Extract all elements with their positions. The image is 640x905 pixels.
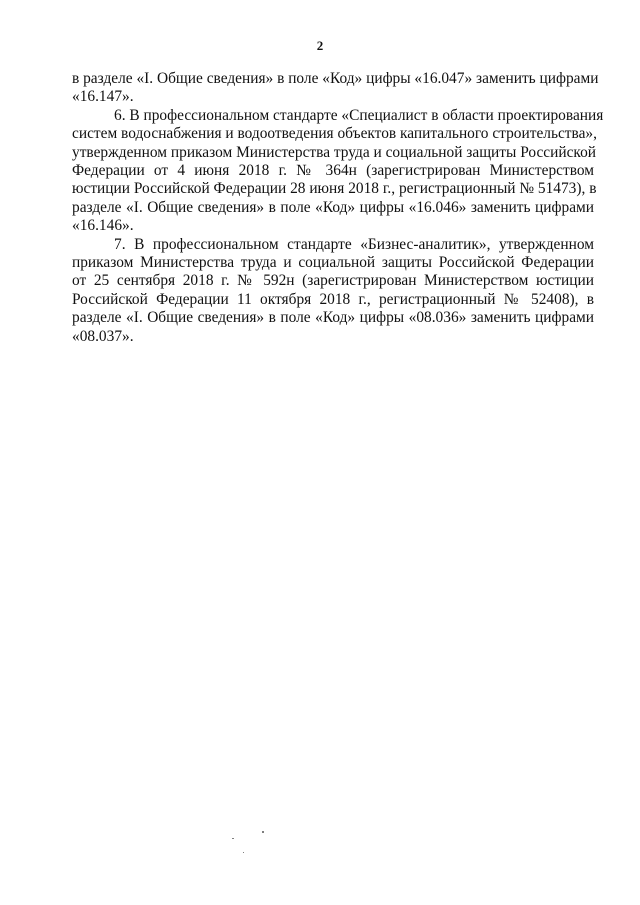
- paragraph-continuation: [72, 70, 599, 107]
- paragraph-item-7: [72, 236, 594, 346]
- scan-speck: [262, 831, 264, 833]
- document-body: [72, 70, 604, 346]
- page-number: 2: [316, 38, 324, 53]
- text-line: «16.147».: [72, 88, 134, 106]
- text-line: разделе «I. Общие сведения» в поле «Код» цифры «16.046» заменить цифрами: [72, 198, 594, 216]
- text-line: «08.037».: [72, 327, 134, 345]
- text-line: разделе «I. Общие сведения» в поле «Код» цифры «08.036» заменить цифрами: [72, 309, 594, 327]
- scan-speck: [243, 852, 244, 853]
- text-line: приказом Министерства труда и социальной защиты Российской Федерации: [72, 254, 594, 272]
- text-line: от 25 сентября 2018 г. № 592н (зарегистрирован Министерством юстиции: [72, 272, 594, 290]
- text-line: Российской Федерации 11 октября 2018 г., регистрационный № 52408), в: [72, 290, 594, 308]
- scan-speck: [232, 838, 234, 839]
- text-line: в разделе «I. Общие сведения» в поле «Код» цифры «16.047» заменить цифрами: [72, 70, 599, 87]
- paragraph-item-6: [72, 106, 604, 236]
- text-line: Федерации от 4 июня 2018 г. № 364н (зарегистрирован Министерством: [72, 162, 594, 180]
- text-line: утвержденном приказом Министерства труда и социальной защиты Российской: [72, 143, 597, 161]
- text-line: 7. В профессиональном стандарте «Бизнес-аналитик», утвержденном: [114, 235, 594, 253]
- text-line: юстиции Российской Федерации 28 июня 2018 г., регистрационный № 51473), в: [72, 180, 597, 198]
- text-line: 6. В профессиональном стандарте «Специалист в области проектирования: [114, 106, 604, 124]
- text-line: систем водоснабжения и водоотведения объектов капитального строительства»,: [72, 125, 597, 143]
- text-line: «16.146».: [72, 217, 134, 235]
